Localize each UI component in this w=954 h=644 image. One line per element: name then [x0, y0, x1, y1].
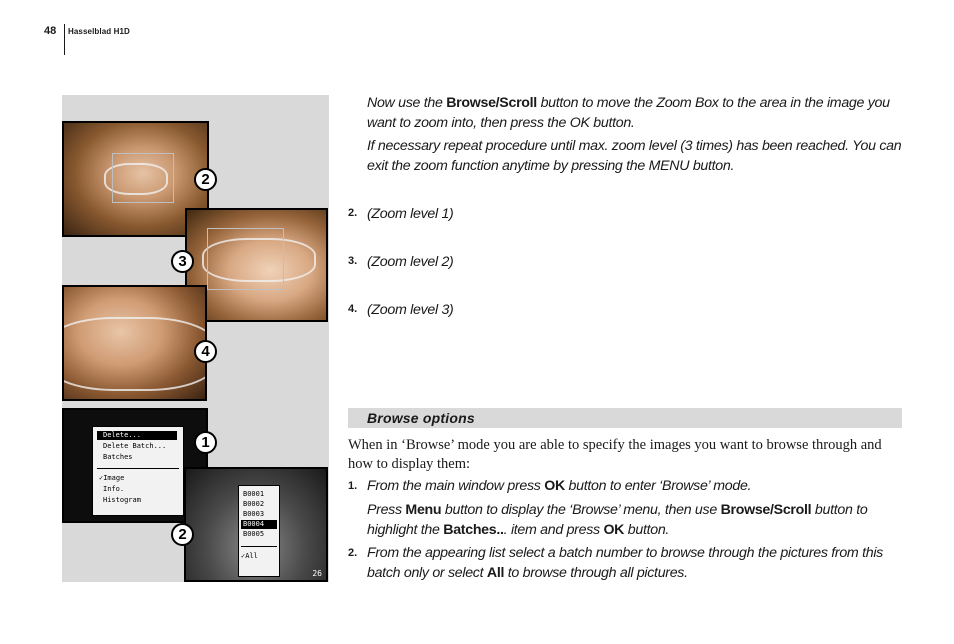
- batch-item: B0002: [243, 500, 265, 508]
- zoom-step-text: (Zoom level 3): [367, 302, 454, 318]
- zoom-step-text: (Zoom level 1): [367, 206, 454, 222]
- menu-item-delete-batch: Delete Batch...: [103, 442, 167, 450]
- intro-paragraph-1: Now use the Browse/Scroll button to move the Zoom Box to the area in the image you want to zoom into, then press the OK button.: [367, 95, 890, 131]
- section-intro: When in ‘Browse’ mode you are able to specify the images you want to browse through and how to display them:: [348, 437, 882, 472]
- zoom-step-number: 2.: [348, 207, 358, 219]
- browse-menu: [92, 426, 184, 516]
- menu-item-info: Info.: [103, 485, 125, 493]
- menu-item-batches: Batches: [103, 453, 133, 461]
- callout-4: 4: [194, 340, 217, 363]
- browse-step-number: 1.: [348, 480, 358, 492]
- zoom-step-number: 4.: [348, 303, 358, 315]
- batch-item-all: ✓All: [241, 552, 258, 560]
- menu-item-image: ✓Image: [99, 474, 125, 482]
- zoom-step-text: (Zoom level 2): [367, 254, 454, 270]
- batch-item: B0003: [243, 510, 265, 518]
- browse-step-number: 2.: [348, 547, 358, 559]
- callout-2: 2: [194, 168, 217, 191]
- batch-item-selected: B0004: [243, 520, 265, 528]
- browse-step-2: From the appearing list select a batch number to browse through the pictures from this batch only or select All to browse through all pictures.: [367, 545, 883, 581]
- document-title: Hasselblad H1D: [68, 27, 130, 36]
- image-counter: 26: [312, 569, 322, 578]
- menu-item-histogram: Histogram: [103, 496, 141, 504]
- zoom-level-3-image: [62, 285, 207, 401]
- batch-list: [238, 485, 280, 577]
- section-title: Browse options: [367, 410, 475, 426]
- intro-paragraph-2: If necessary repeat procedure until max. zoom level (3 times) has been reached. You can exit the zoom function anytime by pressing the MENU button.: [367, 138, 902, 174]
- browse-step-1-detail: Press Menu button to display the ‘Browse’ menu, then use Browse/Scroll button to highlight the Batches... item and press OK button.: [367, 502, 868, 538]
- batch-list-screen: [184, 467, 328, 582]
- batch-item: B0005: [243, 530, 265, 538]
- browse-step-1: From the main window press OK button to enter ‘Browse’ mode.: [367, 478, 752, 494]
- page-number: 48: [44, 25, 57, 37]
- header-divider: [64, 24, 65, 55]
- menu-item-delete: Delete...: [103, 431, 141, 439]
- batch-item: B0001: [243, 490, 265, 498]
- callout-3: 3: [171, 250, 194, 273]
- zoom-step-number: 3.: [348, 255, 358, 267]
- callout-1: 1: [194, 431, 217, 454]
- callout-2b: 2: [171, 523, 194, 546]
